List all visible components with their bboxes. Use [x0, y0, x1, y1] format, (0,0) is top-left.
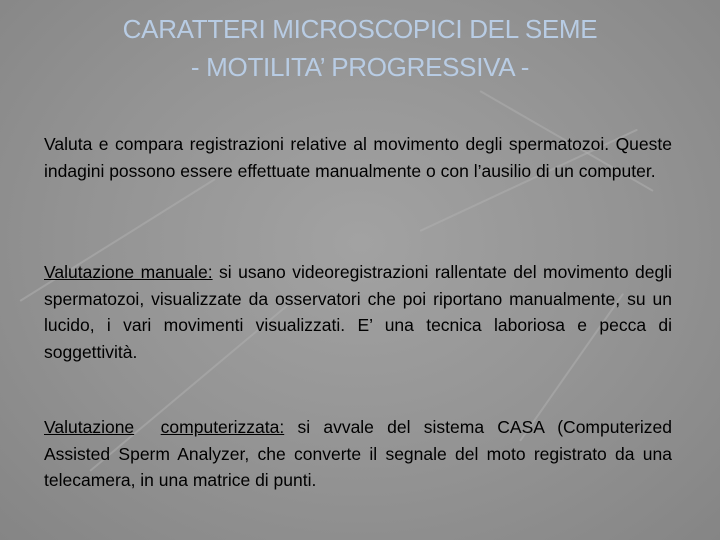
title-line-2: - MOTILITA’ PROGRESSIVA -	[190, 52, 530, 82]
slide-title	[60, 10, 660, 86]
manual-label: Valutazione manuale:	[44, 262, 213, 282]
computerized-label-a: Valutazione	[44, 417, 135, 437]
paragraph-manual	[44, 259, 672, 365]
paragraph-computerized	[44, 414, 672, 494]
title-line-1: CARATTERI MICROSCOPICI DEL SEME	[122, 14, 598, 44]
paragraph-intro: Valuta e compara registrazioni relative al movimento degli spermatozoi. Queste indagini possono essere effettuate manualmente o con l’ausilio di un computer.	[44, 134, 672, 181]
manual-description: si usano videoregistrazioni rallentate del movimento degli spermatozoi, visualizzate da osservatori che poi riportano manualmente, su un lucido, i vari movimenti visualizzati. E’ una tecnica laboriosa e pecca di soggettività.	[44, 262, 673, 362]
computerized-label-b: computerizzata:	[160, 417, 285, 437]
computerized-description: si avvale del sistema CASA (Computerized Assisted Sperm Analyzer, che converte il segnale del moto registrato da una telecamera, in una matrice di punti.	[44, 417, 672, 490]
